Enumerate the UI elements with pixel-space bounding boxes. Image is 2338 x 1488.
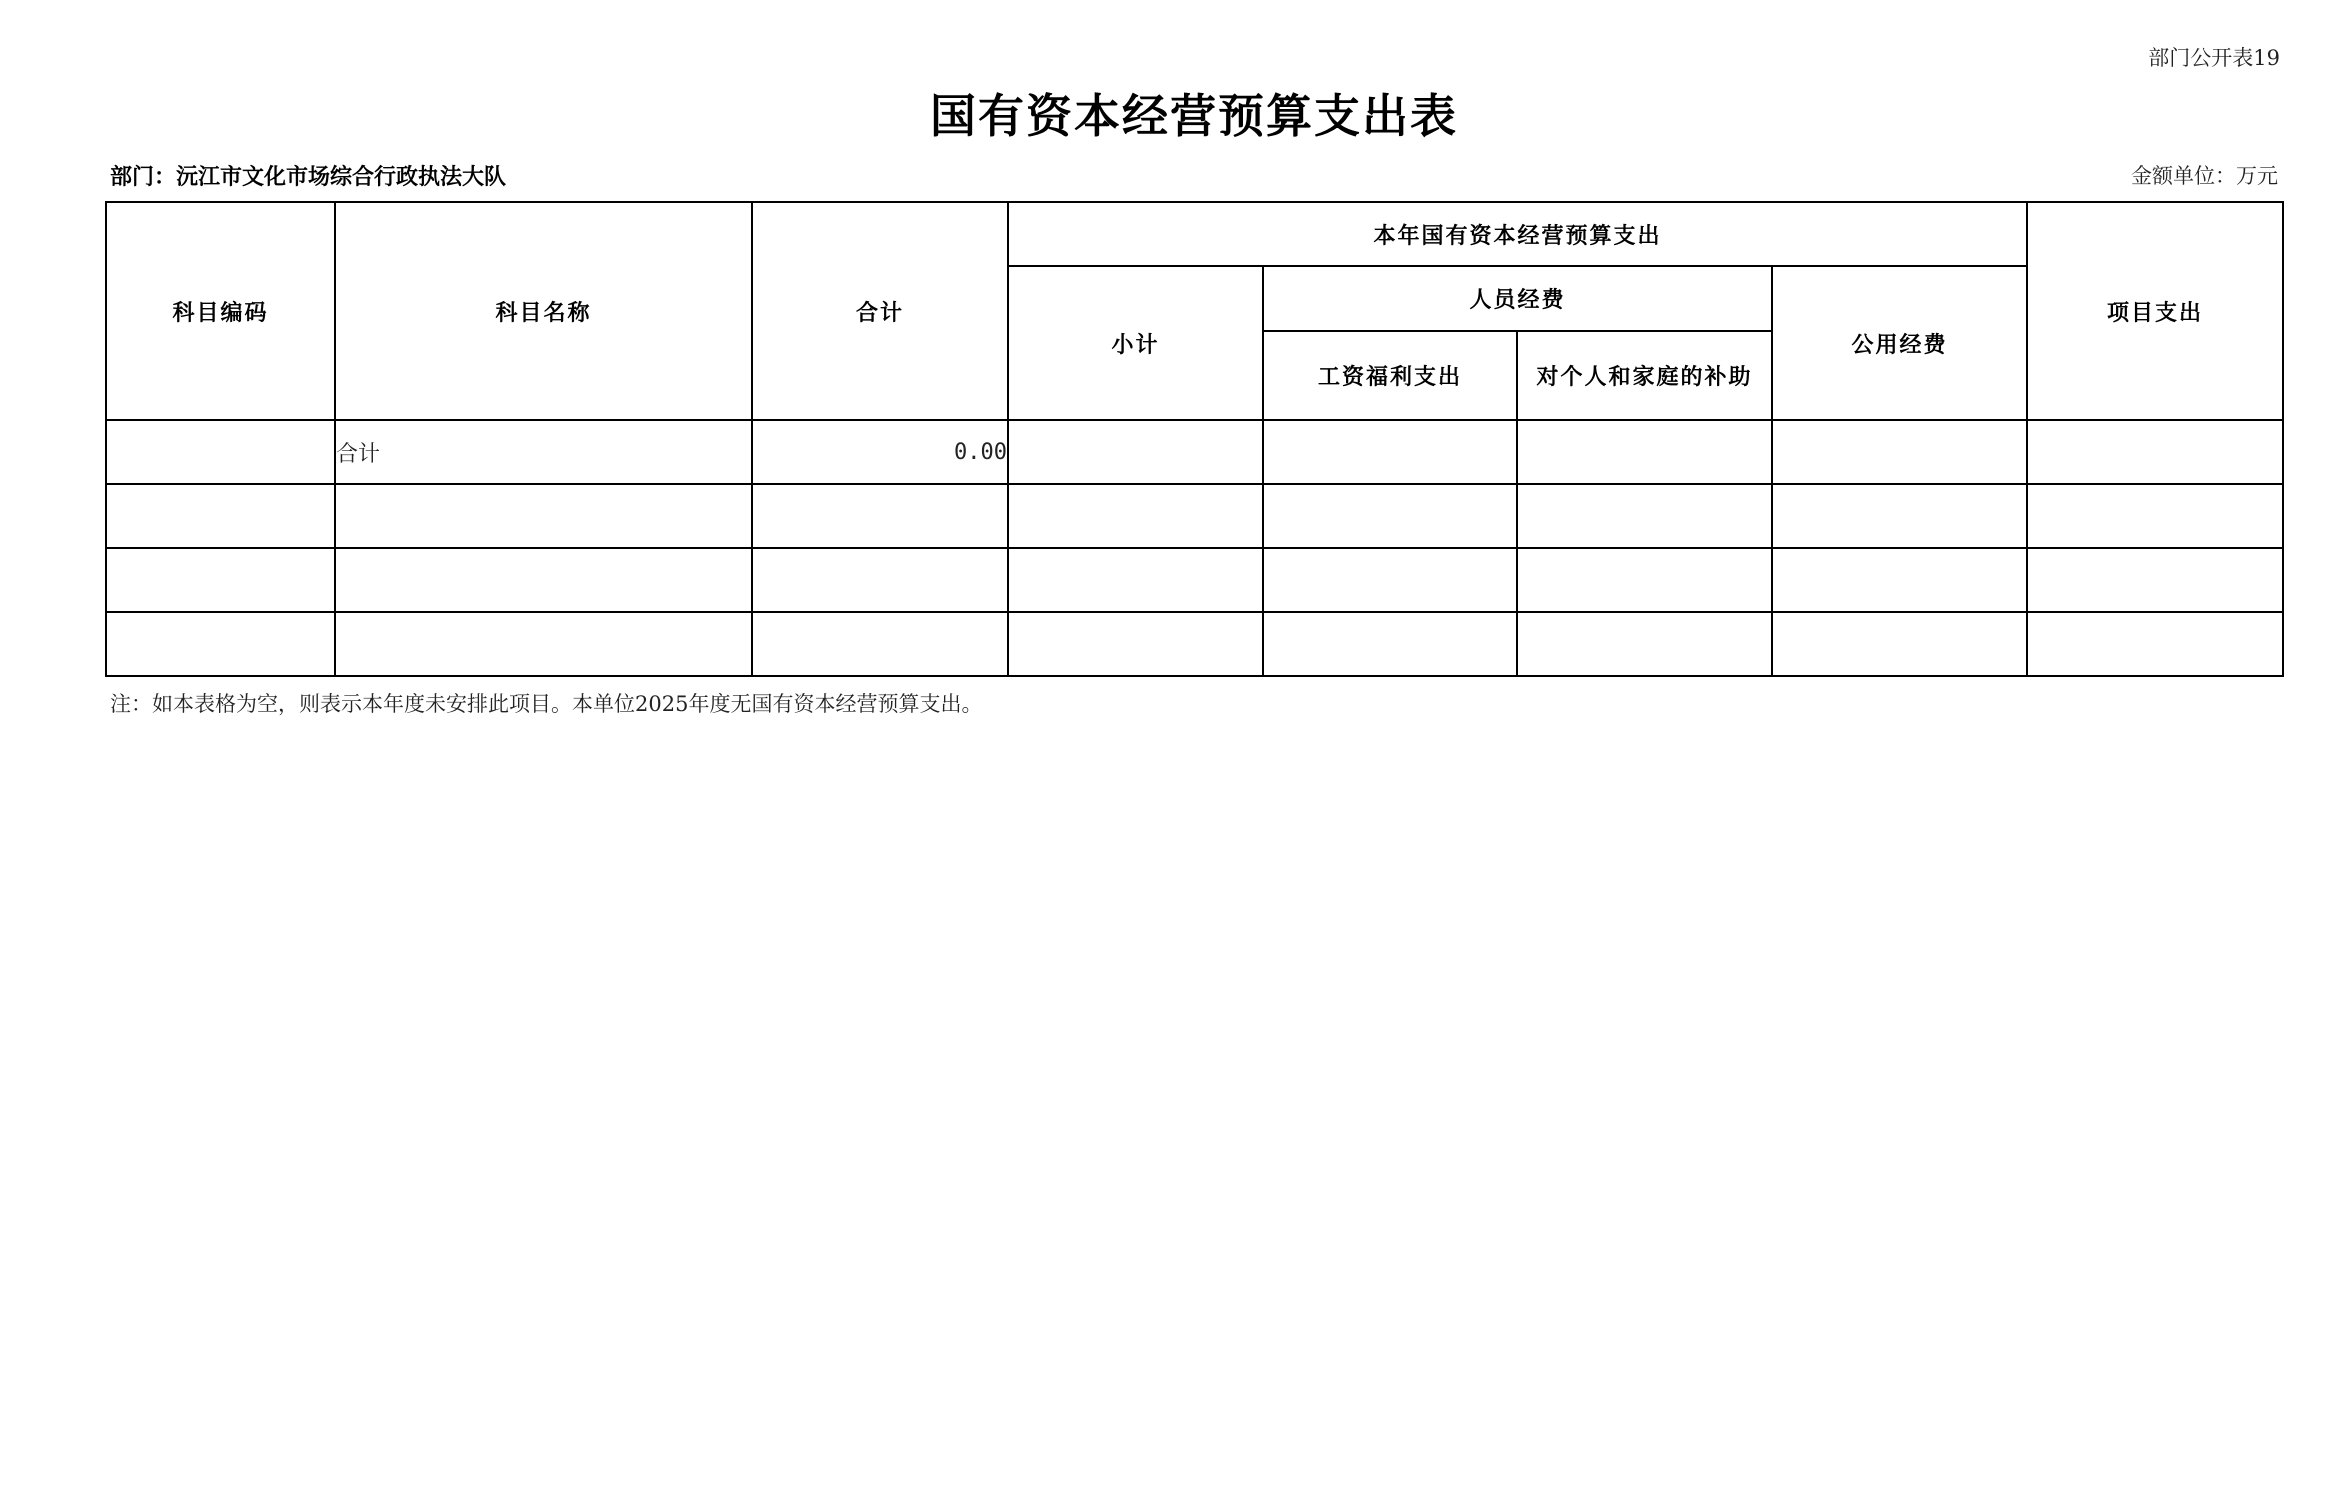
table-row	[106, 484, 2283, 548]
cell-public-funds	[1772, 420, 2027, 484]
cell-subsidy	[1517, 548, 1772, 612]
cell-salary	[1263, 548, 1517, 612]
cell-project	[2027, 548, 2283, 612]
cell-name	[335, 612, 752, 676]
cell-salary	[1263, 420, 1517, 484]
header-subsidy: 对个人和家庭的补助	[1517, 331, 1772, 420]
table-row	[106, 420, 2283, 484]
cell-name	[335, 548, 752, 612]
budget-table	[105, 201, 2284, 677]
header-project: 项目支出	[2027, 202, 2283, 420]
amount-unit-label: 金额单位：万元	[2131, 164, 2278, 188]
cell-name: 合计	[335, 420, 752, 484]
cell-subsidy	[1517, 420, 1772, 484]
header-current-year-group: 本年国有资本经营预算支出	[1008, 202, 2027, 266]
cell-code	[106, 548, 335, 612]
header-personnel-group: 人员经费	[1263, 266, 1772, 331]
table-header	[106, 202, 2283, 420]
header-code: 科目编码	[106, 202, 335, 420]
cell-project	[2027, 420, 2283, 484]
header-subtotal: 小计	[1008, 266, 1263, 420]
department-label: 部门：沅江市文化市场综合行政执法大队	[110, 164, 507, 190]
cell-salary	[1263, 612, 1517, 676]
cell-subtotal	[1008, 548, 1263, 612]
table-body	[106, 420, 2283, 676]
header-name: 科目名称	[335, 202, 752, 420]
cell-code	[106, 612, 335, 676]
cell-subtotal	[1008, 612, 1263, 676]
cell-subtotal	[1008, 484, 1263, 548]
table-note: 注：如本表格为空，则表示本年度未安排此项目。本单位2025年度无国有资本经营预算支出。	[110, 692, 983, 716]
header-public-funds: 公用经费	[1772, 266, 2027, 420]
cell-public-funds	[1772, 484, 2027, 548]
cell-public-funds	[1772, 612, 2027, 676]
cell-project	[2027, 484, 2283, 548]
cell-code	[106, 484, 335, 548]
cell-code	[106, 420, 335, 484]
table-row	[106, 612, 2283, 676]
cell-subsidy	[1517, 484, 1772, 548]
page-title: 国有资本经营预算支出表	[930, 89, 1458, 143]
table-row	[106, 548, 2283, 612]
cell-total	[752, 484, 1008, 548]
cell-name	[335, 484, 752, 548]
header-total: 合计	[752, 202, 1008, 420]
header-salary: 工资福利支出	[1263, 331, 1517, 420]
cell-total: 0.00	[752, 420, 1008, 484]
cell-total	[752, 548, 1008, 612]
cell-subtotal	[1008, 420, 1263, 484]
cell-salary	[1263, 484, 1517, 548]
cell-public-funds	[1772, 548, 2027, 612]
form-number: 部门公开表19	[2148, 46, 2280, 70]
cell-project	[2027, 612, 2283, 676]
cell-total	[752, 612, 1008, 676]
cell-subsidy	[1517, 612, 1772, 676]
